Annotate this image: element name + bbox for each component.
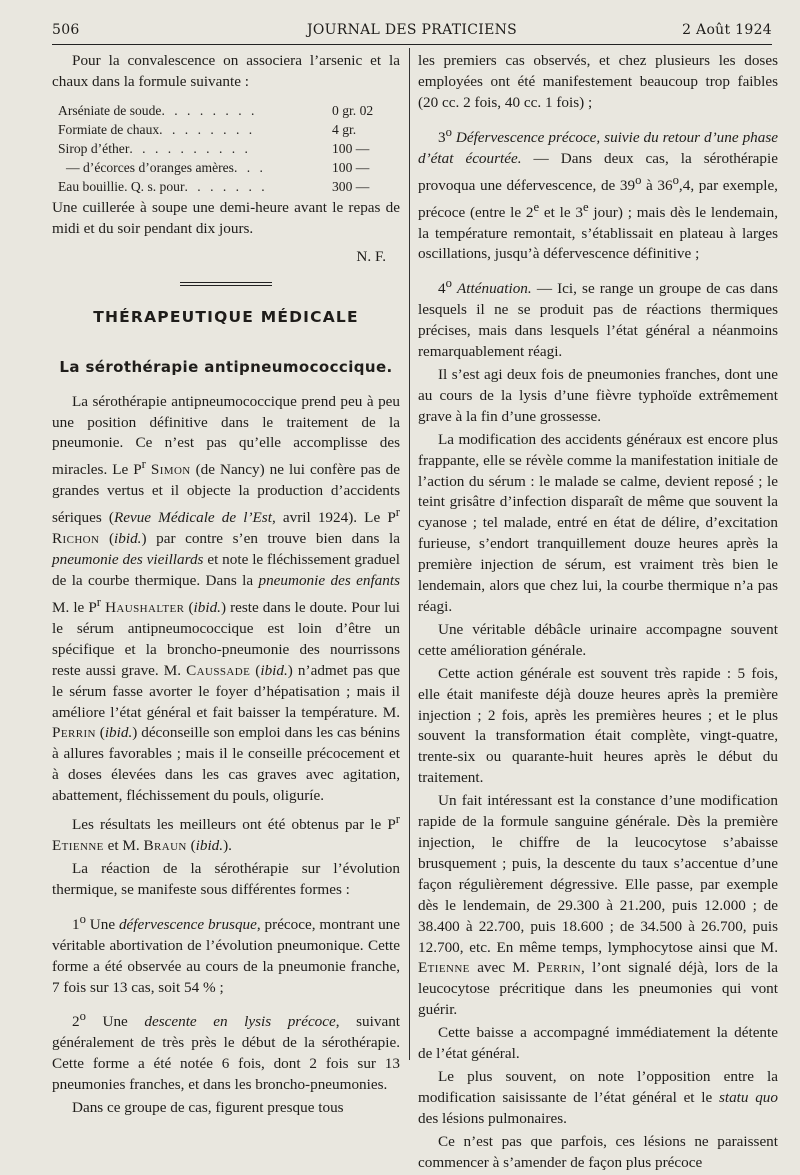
- left-column: [52, 51, 400, 1121]
- article-title: La sérothérapie antipneumococcique.: [59, 357, 393, 376]
- paragraph: Ce n’est pas que parfois, ces lésions ne paraissent commencer à s’amender de façon plus précoce: [418, 1132, 778, 1171]
- paragraph: 3$^o$ Défervescence précoce, suivie du retour d’une phase d’état écourtée. — Dans deux cas, la sérothérapie provoqua une défervescence, de 39$^o$ à 36$^o$,4, par exemple, précoce (entre le 2e et le 3e jour) ; mais dès le lendemain, la température remontait, s’établissait en plateau à larges oscillations, jusqu’à défervescence définitive ;: [418, 124, 778, 263]
- formula-row: Formiate de chaux . . . . . . . . 4 gr.: [58, 121, 357, 137]
- paragraph: Cette action générale est souvent très rapide : 5 fois, elle était manifeste déjà douze heures après la première injection ; 2 fois, après les premières heures ; et le plus souvent la transformation était complète, vingt-quatre, trente-six ou quarante-huit heures après le début du traitement.: [418, 664, 778, 787]
- journal-title: JOURNAL DES PRATICIENS: [306, 22, 518, 38]
- issue-date: 2 Août 1924: [682, 22, 772, 38]
- column-divider: [409, 48, 410, 1060]
- prescription-formula: [52, 101, 400, 196]
- right-column: [418, 51, 778, 1175]
- formula-row: Sirop d’éther . . . . . . . . . . 100 —: [58, 140, 370, 156]
- paragraph: les premiers cas observés, et chez plusieurs les doses employées ont été manifestement beaucoup trop faibles (20 cc. 2 fois, 40 cc. 1 fois) ;: [418, 52, 778, 111]
- paragraph: La sérothérapie antipneumococcique prend peu à peu une position définitive dans le traitement de la pneumonie. Ce n’est pas qu’elle accomplisse des miracles. Le $P^r$ Simon (de Nancy) ne lui confère pas de grandes vertus et il objecte la production d’accidents sériques (Revue Médicale de l’Est, avril 1924). Le $P^r$ Richon (ibid.) par contre s’en trouve bien dans la pneumonie des vieillards et note le fléchissement graduel de la courbe thermique. Dans la pneumonie des enfants M. le $P^r$ Haushalter (ibid.) reste dans le doute. Pour lui le sérum antipneumococcique est loin d’être un spécifique et la broncho-pneumonie des nourrissons reste aussi grave. M. Caussade (ibid.) n’admet pas que le sérum fasse avorter le foyer d’hépatisation ; mais il améliore l’état général et fait baisser la température. M. Perrin (ibid.) déconseille son emploi dans les cas bénins à allures favorables ; mais il le conseille précocement et à doses élevées dans les cas graves avec agitation, abattement, fléchissement du pouls, oliguríe.: [52, 392, 401, 805]
- header-rule: [52, 44, 772, 45]
- paragraph: Cette baisse a accompagné immédiatement la détente de l’état général.: [418, 1024, 778, 1063]
- paragraph: 4$^o$ Atténuation. — Ici, se range un groupe de cas dans lesquels il ne se produit pas de réactions thermiques précises, mais dans lesquels l’état général a néanmoins remarquablement réagi.: [418, 276, 778, 361]
- paragraph: Dans ce groupe de cas, figurent presque tous: [72, 1099, 344, 1117]
- paragraph: Une véritable débâcle urinaire accompagne souvent cette amélioration générale.: [418, 620, 778, 659]
- paragraph: Un fait intéressant est la constance d’une modification rapide de la formule sanguine générale. Dès la première injection, le chiffre de la leucocytose s’abaisse brusquement ; puis, la descente du taux s’accentue d’une façon régulièrement dégressive. Elle passe, par exemple dès le lendemain, de 29.300 à 21.200, puis 12.000 ; de 38.400 à 22.700, puis 18.600 ; de 34.500 à 26.700, puis 12.700, etc. En même temps, lymphocytose ainsi que M. Etienne avec M. Perrin, l’ont signalé déjà, lors de la leucocytose précritique dans les pneumonies qui vont guérir.: [418, 792, 779, 1019]
- formula-intro: Pour la convalescence on associera l’arsenic et la chaux dans la formule suivante :: [52, 52, 400, 90]
- formula-row: Arséniate de soude . . . . . . . . 0 gr. 02: [58, 102, 374, 118]
- paragraph: Il s’est agi deux fois de pneumonies franches, dont une au cours de la lysis d’une fièvre typhoïde extrêmement grave à la fin d’une grossesse.: [418, 366, 778, 425]
- author-signature: N. F.: [356, 247, 386, 265]
- section-title: THÉRAPEUTIQUE MÉDICALE: [93, 307, 359, 326]
- paragraph: 2$^o$ Une descente en lysis précoce, suivant généralement de très près le début de la sérothérapie. Cette forme a été notée 6 fois, dont 2 fois sur 13 pneumonies franches, et dans les broncho-pneumonies.: [52, 1009, 401, 1094]
- paragraph: Les résultats les meilleurs ont été obtenus par le $P^r$ Etienne et M. Braun (ibid.).: [52, 812, 400, 854]
- section-separator: [180, 282, 272, 286]
- paragraph: La modification des accidents généraux est encore plus frappante, elle se révèle comme la manifestation initiale de l’action du sérum : le malade se calme, devient reposé ; le teint grisâtre d’infection disparaît de même que souvent la cyanose ; tel malade, entré en état de délire, d’excitation furieuse, s’endort tranquillement douze heures après la première injection de sérum, est vraiment très bien le lendemain, alors que chez lui, la courbe thermique n’a pas réagi.: [418, 430, 778, 615]
- page-header: [52, 22, 772, 42]
- formula-note: Une cuillerée à soupe une demi-heure avant le repas de midi et du soir pendant dix jours.: [52, 198, 400, 237]
- paragraph: La réaction de la sérothérapie sur l’évolution thermique, se manifeste sous différentes formes :: [52, 859, 400, 898]
- paragraph: Le plus souvent, on note l’opposition entre la modification saisissante de l’état général et le statu quo des lésions pulmonaires.: [418, 1067, 778, 1127]
- formula-row: — d’écorces d’oranges amères . . . 100 —: [66, 159, 370, 175]
- page-number: 506: [52, 22, 80, 38]
- paragraph: 1$^o$ Une défervescence brusque, précoce, montrant une véritable abortivation de l’évolution pneumonique. Cette forme a été observée au cours de la pneumonie franche, 7 fois sur 13 cas, soit 54 % ;: [52, 911, 401, 996]
- formula-row: Eau bouillie. Q. s. pour . . . . . . . 300 —: [58, 178, 370, 194]
